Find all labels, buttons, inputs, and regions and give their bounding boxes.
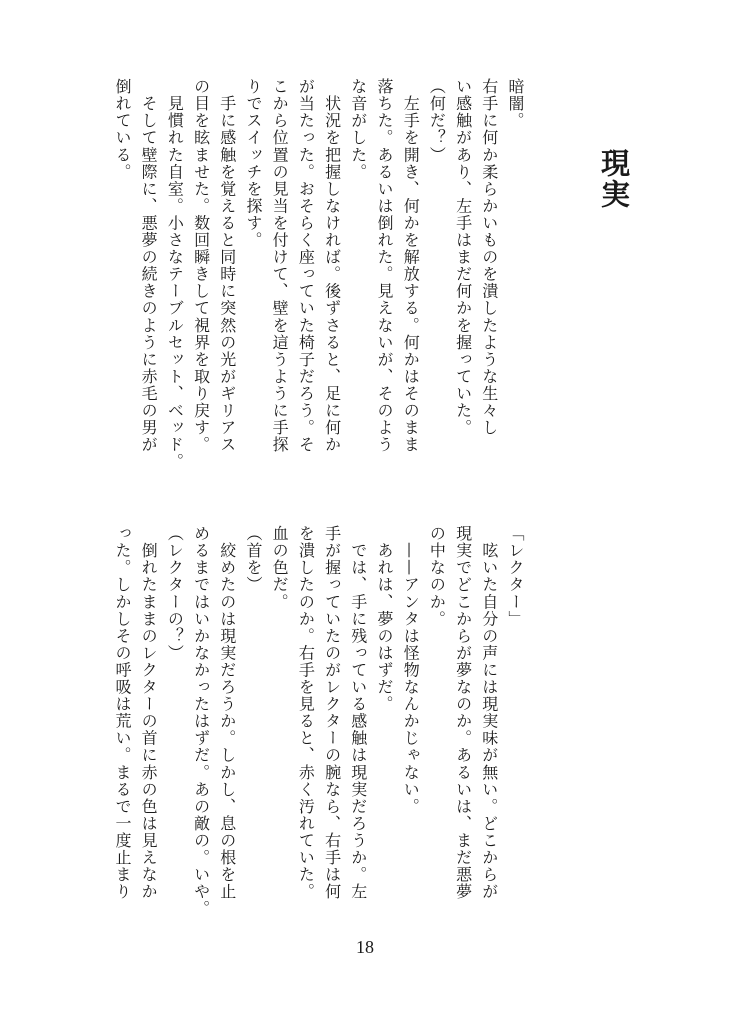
text-line: 右手に何か柔らかいものを潰したような生々し xyxy=(479,78,499,437)
chapter-title: 現実 xyxy=(597,148,631,210)
text-line: った。しかしその呼吸は荒い。まるで一度止まり xyxy=(112,525,132,901)
text-line: の目を眩ませた。数回瞬きして視界を取り戻す。 xyxy=(191,78,211,454)
text-line: 見慣れた自室。小さなテーブルセット、ベッド。 xyxy=(165,78,185,471)
text-line: 暗闇。 xyxy=(506,78,525,130)
text-line: な音がした。 xyxy=(348,78,368,181)
page-number: 18 xyxy=(356,937,374,957)
text-block-bottom xyxy=(109,525,528,925)
text-line: あれは、夢のはずだ。 xyxy=(374,525,394,713)
text-line: 倒れたままのレクターの首に赤の色は見えなか xyxy=(139,525,159,901)
text-line: めるまではいかなかったはずだ。あの敵の。いや。 xyxy=(191,525,211,918)
text-line: 血の色だ。 xyxy=(270,525,290,611)
text-line: 手が握っていたのがレクターの腕なら、右手は何 xyxy=(322,525,342,901)
text-line: （何だ？） xyxy=(427,78,447,164)
text-line: 呟いた自分の声には現実味が無い。どこからが xyxy=(479,525,499,901)
text-line: 絞めたのは現実だろうか。しかし、息の根を止 xyxy=(217,525,237,901)
text-line: （首を） xyxy=(243,525,263,594)
text-line: 倒れている。 xyxy=(112,78,132,181)
text-line: ——アンタは怪物なんかじゃない。 xyxy=(401,525,421,815)
text-line: が当たった。おそらく座っていた椅子だろう。そ xyxy=(296,78,316,454)
text-line: の中なのか。 xyxy=(427,525,447,628)
text-line: 手に感触を覚えると同時に突然の光がギリアス xyxy=(217,78,237,454)
text-line: （レクターの？） xyxy=(165,525,185,662)
text-line: こから位置の見当を付けて、壁を這うように手探 xyxy=(270,78,290,454)
text-line: 状況を把握しなければ。後ずさると、足に何か xyxy=(322,78,342,454)
text-line: 左手を開き、何かを解放する。何かはそのまま xyxy=(401,78,421,454)
text-line: 落ちた。あるいは倒れた。見えないが、そのよう xyxy=(374,78,394,454)
text-line: 現実でどこからが夢なのか。あるいは、まだ悪夢 xyxy=(453,525,473,901)
text-line: い感触があり、左手はまだ何かを握っていた。 xyxy=(453,78,473,437)
text-line: そして壁際に、悪夢の続きのように赤毛の男が xyxy=(139,78,159,454)
text-block-top xyxy=(109,78,528,498)
text-line: りでスイッチを探す。 xyxy=(243,78,263,249)
text-line: を潰したのか。右手を見ると、赤く汚れていた。 xyxy=(296,525,316,901)
text-line: 「レクター」 xyxy=(506,525,525,628)
text-line: では、手に残っている感触は現実だろうか。左 xyxy=(348,525,368,901)
